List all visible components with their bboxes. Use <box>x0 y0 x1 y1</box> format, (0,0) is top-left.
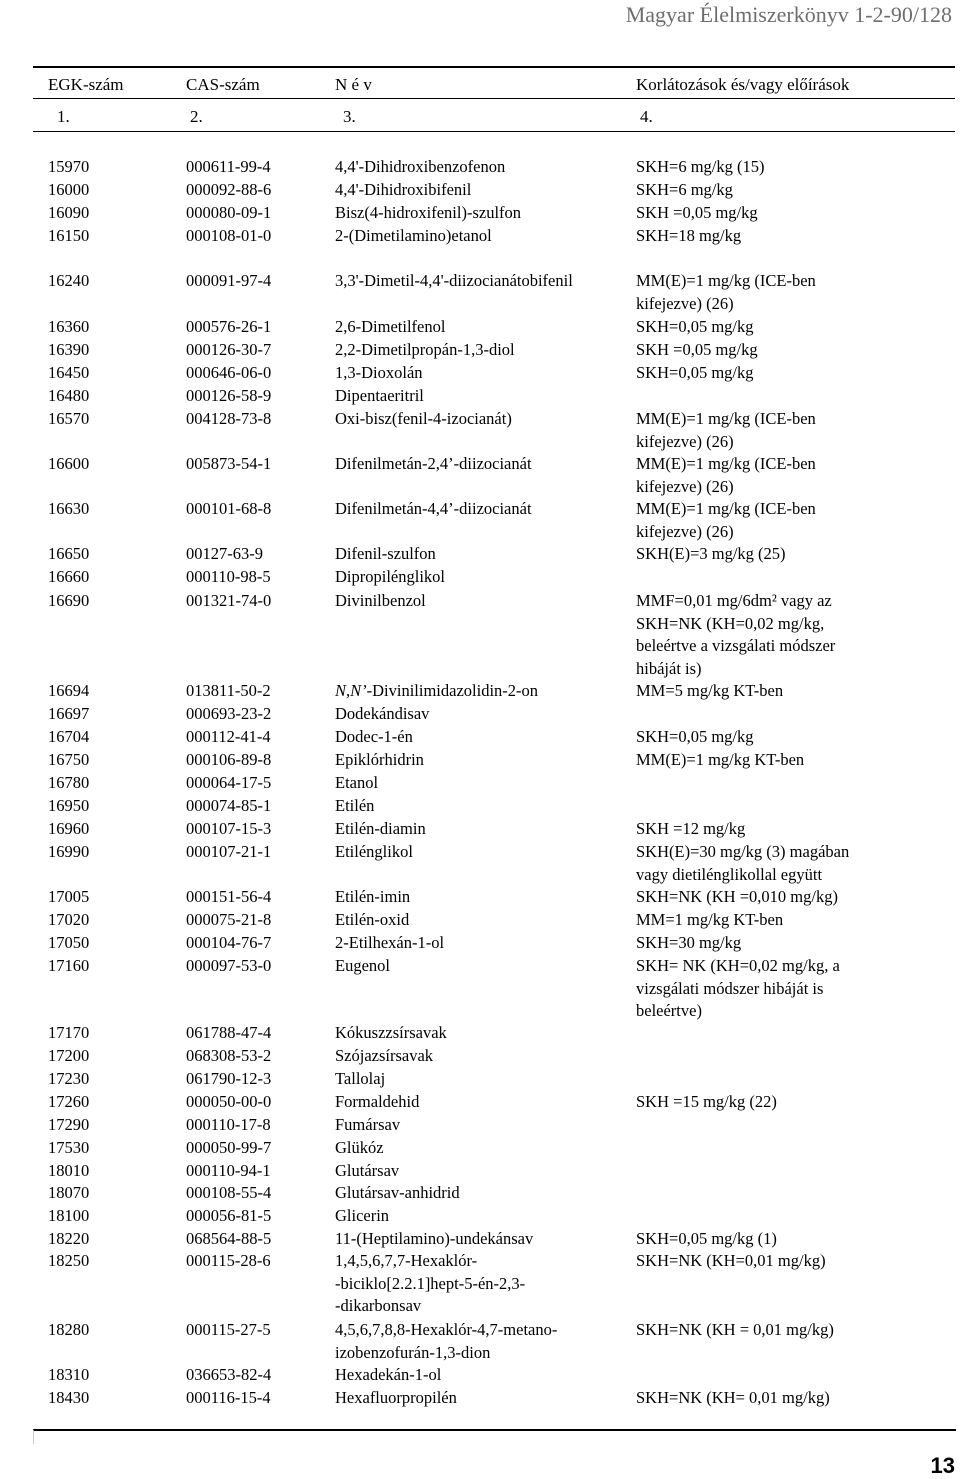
cas-number: 000576-26-1 <box>186 317 272 336</box>
cas-number: 061790-12-3 <box>186 1069 272 1088</box>
col-number-2: 2. <box>190 107 203 126</box>
ec-number: 17160 <box>48 956 90 975</box>
cas-number: 068564-88-5 <box>186 1229 272 1248</box>
ec-number: 16150 <box>48 226 90 245</box>
cas-number: 000080-09-1 <box>186 203 272 222</box>
substance-name <box>335 179 625 202</box>
substance-name-line: Szójazsírsavak <box>335 1046 434 1065</box>
restriction <box>636 1091 886 1114</box>
substance-name <box>335 362 625 385</box>
restriction-line: MM(E)=1 mg/kg (ICE-ben <box>636 409 816 428</box>
restriction <box>636 726 886 749</box>
table-top-rule <box>33 131 955 132</box>
ec-number: 18220 <box>48 1229 90 1248</box>
substance-name <box>335 453 625 476</box>
document-header: Magyar Élelmiszerkönyv 1-2-90/128 <box>625 2 952 27</box>
restriction <box>636 955 886 1023</box>
restriction <box>636 543 886 566</box>
cas-number: 000106-89-8 <box>186 750 272 769</box>
substance-name <box>335 886 625 909</box>
substance-name <box>335 1364 625 1387</box>
cas-number: 013811-50-2 <box>186 681 271 700</box>
restriction <box>636 156 886 179</box>
restriction-line: MMF=0,01 mg/6dm² vagy az <box>636 591 832 610</box>
ec-number: 18010 <box>48 1161 90 1180</box>
substance-name-line: Etilén <box>335 796 375 815</box>
substance-name <box>335 772 625 795</box>
ec-number: 17170 <box>48 1023 90 1042</box>
substance-name-line: Glutársav-anhidrid <box>335 1183 460 1202</box>
restriction <box>636 316 886 339</box>
restriction <box>636 202 886 225</box>
cas-number: 004128-73-8 <box>186 409 272 428</box>
substance-name-line: 1,4,5,6,7,7-Hexaklór- <box>335 1251 478 1270</box>
substance-name <box>335 703 625 726</box>
restriction <box>636 408 886 453</box>
ec-number: 16390 <box>48 340 90 359</box>
cas-number: 000110-94-1 <box>186 1161 271 1180</box>
cas-number: 005873-54-1 <box>186 454 272 473</box>
restriction-line: MM(E)=1 mg/kg (ICE-ben <box>636 271 816 290</box>
restriction <box>636 749 886 772</box>
col-number-1: 1. <box>57 107 70 126</box>
substance-name-line: Oxi-bisz(fenil-4-izocianát) <box>335 409 512 428</box>
substance-name <box>335 1022 625 1045</box>
restriction-line: SKH(E)=3 mg/kg (25) <box>636 544 786 563</box>
cas-number: 000108-01-0 <box>186 226 272 245</box>
substance-name <box>335 1114 625 1137</box>
restriction-line: SKH=NK (KH=0,01 mg/kg) <box>636 1251 826 1270</box>
cas-number: 000126-58-9 <box>186 386 272 405</box>
ec-number: 16240 <box>48 271 90 290</box>
substance-name-line: Fumársav <box>335 1115 401 1134</box>
substance-name <box>335 1045 625 1068</box>
restriction-line: SKH=0,05 mg/kg <box>636 727 754 746</box>
ec-number: 15970 <box>48 157 90 176</box>
restriction-line: SKH=18 mg/kg <box>636 226 742 245</box>
col-number-4: 4. <box>640 107 653 126</box>
restriction <box>636 498 886 543</box>
cas-number: 068308-53-2 <box>186 1046 272 1065</box>
restriction <box>636 339 886 362</box>
substance-name-line: 1,3-Dioxolán <box>335 363 423 382</box>
substance-name-line: Kókuszzsírsavak <box>335 1023 447 1042</box>
substance-name-line: Dodekándisav <box>335 704 430 723</box>
substance-name <box>335 270 625 293</box>
substance-name-line: Etanol <box>335 773 379 792</box>
restriction <box>636 179 886 202</box>
col-number-3: 3. <box>343 107 356 126</box>
ec-number: 18070 <box>48 1183 90 1202</box>
restriction-line: MM(E)=1 mg/kg KT-ben <box>636 750 805 769</box>
substance-name <box>335 1319 625 1364</box>
cas-number: 000611-99-4 <box>186 157 271 176</box>
restriction <box>636 841 886 886</box>
substance-name-line: Divinilbenzol <box>335 591 426 610</box>
substance-name-line: Dodec-1-én <box>335 727 413 746</box>
cas-number: 000056-81-5 <box>186 1206 272 1225</box>
substance-name-line: 2,6-Dimetilfenol <box>335 317 446 336</box>
restriction-line: hibáját is) <box>636 659 702 679</box>
restriction <box>636 453 886 498</box>
restriction-line: SKH=NK (KH = 0,01 mg/kg) <box>636 1320 834 1339</box>
cas-number: 000115-27-5 <box>186 1320 271 1339</box>
substance-name-line: Formaldehid <box>335 1092 420 1111</box>
substance-name-line: Epiklórhidrin <box>335 750 424 769</box>
cas-number: 000091-97-4 <box>186 271 272 290</box>
substance-name <box>335 726 625 749</box>
cas-number: 000646-06-0 <box>186 363 272 382</box>
cas-number: 000126-30-7 <box>186 340 272 359</box>
cas-number: 000074-85-1 <box>186 796 272 815</box>
ec-number: 16570 <box>48 409 90 428</box>
substance-name-line: Glükóz <box>335 1138 384 1157</box>
cas-number: 000101-68-8 <box>186 499 272 518</box>
ec-number: 16990 <box>48 842 90 861</box>
substance-name <box>335 795 625 818</box>
cas-number: 001321-74-0 <box>186 591 272 610</box>
ec-number: 17050 <box>48 933 90 952</box>
col-header-ec: EGK-szám <box>48 75 124 94</box>
cas-number: 000092-88-6 <box>186 180 272 199</box>
restriction <box>636 932 886 955</box>
substance-name <box>335 566 625 589</box>
restriction-line: beleértve) <box>636 1001 702 1021</box>
substance-name <box>335 1160 625 1183</box>
substance-name-line: 4,4'-Dihidroxibifenil <box>335 180 472 199</box>
col-header-cas: CAS-szám <box>186 75 260 94</box>
substance-name-line: Etilénglikol <box>335 842 413 861</box>
substance-name-line: Etilén-diamin <box>335 819 426 838</box>
ec-number: 16630 <box>48 499 90 518</box>
restriction-line: SKH=6 mg/kg (15) <box>636 157 765 176</box>
ec-number: 16660 <box>48 567 90 586</box>
cas-number: 000151-56-4 <box>186 887 272 906</box>
cas-number: 000050-00-0 <box>186 1092 272 1111</box>
header-rule <box>33 66 955 68</box>
substance-name <box>335 955 625 978</box>
substance-name-line: Hexadekán-1-ol <box>335 1365 442 1384</box>
ec-number: 16360 <box>48 317 90 336</box>
ec-number: 16000 <box>48 180 90 199</box>
substance-name <box>335 156 625 179</box>
substance-name <box>335 408 625 431</box>
restriction-line: SKH=30 mg/kg <box>636 933 742 952</box>
substance-name-line: izobenzofurán-1,3-dion <box>335 1342 491 1362</box>
restriction <box>636 362 886 385</box>
ec-number: 16090 <box>48 203 90 222</box>
cas-number: 00127-63-9 <box>186 544 263 563</box>
cas-number: 000107-15-3 <box>186 819 272 838</box>
restriction-line: MM=1 mg/kg KT-ben <box>636 910 784 929</box>
substance-name-line: 3,3'-Dimetil-4,4'-diizocianátobifenil <box>335 271 573 290</box>
substance-name <box>335 1228 625 1251</box>
restriction <box>636 1228 886 1251</box>
restriction-line: SKH=0,05 mg/kg <box>636 363 754 382</box>
cas-number: 061788-47-4 <box>186 1023 272 1042</box>
substance-name-line: 2,2-Dimetilpropán-1,3-diol <box>335 340 515 359</box>
cas-number: 000108-55-4 <box>186 1183 272 1202</box>
substance-name <box>335 225 625 248</box>
restriction <box>636 886 886 909</box>
restriction <box>636 270 886 315</box>
substance-name <box>335 818 625 841</box>
restriction-line: SKH= NK (KH=0,02 mg/kg, a <box>636 956 840 975</box>
substance-name <box>335 1250 625 1318</box>
substance-name <box>335 339 625 362</box>
substance-name <box>335 385 625 408</box>
substance-name-line: Difenilmetán-4,4’-diizocianát <box>335 499 532 518</box>
substance-name <box>335 1137 625 1160</box>
cas-number: 000050-99-7 <box>186 1138 272 1157</box>
cas-number: 036653-82-4 <box>186 1365 272 1384</box>
restriction-line: SKH =15 mg/kg (22) <box>636 1092 777 1111</box>
restriction-line: kifejezve) (26) <box>636 293 734 313</box>
cas-number: 000075-21-8 <box>186 910 272 929</box>
restriction-line: kifejezve) (26) <box>636 521 734 541</box>
header-divider <box>33 98 955 99</box>
page-number: 13 <box>930 1453 955 1478</box>
substance-name <box>335 543 625 566</box>
substance-name <box>335 498 625 521</box>
cas-number: 000693-23-2 <box>186 704 272 723</box>
cas-number: 000104-76-7 <box>186 933 272 952</box>
restriction-line: SKH =0,05 mg/kg <box>636 340 758 359</box>
restriction-line: MM(E)=1 mg/kg (ICE-ben <box>636 454 816 473</box>
ec-number: 17230 <box>48 1069 90 1088</box>
ec-number: 16704 <box>48 727 90 746</box>
cas-number: 000112-41-4 <box>186 727 271 746</box>
substance-name-line: Dipentaeritril <box>335 386 424 405</box>
restriction-line: SKH=NK (KH= 0,01 mg/kg) <box>636 1388 830 1407</box>
ec-number: 18250 <box>48 1251 90 1270</box>
ec-number: 17200 <box>48 1046 90 1065</box>
substance-name-line: Bisz(4-hidroxifenil)-szulfon <box>335 203 522 222</box>
ec-number: 17530 <box>48 1138 90 1157</box>
ec-number: 17260 <box>48 1092 90 1111</box>
substance-name <box>335 1182 625 1205</box>
restriction <box>636 1387 886 1410</box>
restriction-line: SKH =12 mg/kg <box>636 819 746 838</box>
restriction-line: SKH=6 mg/kg <box>636 180 733 199</box>
cas-number: 000115-28-6 <box>186 1251 271 1270</box>
substance-name-line: Hexafluorpropilén <box>335 1388 457 1407</box>
restriction-line: SKH(E)=30 mg/kg (3) magában <box>636 842 850 861</box>
ec-number: 16960 <box>48 819 90 838</box>
substance-name-line: Difenil-szulfon <box>335 544 436 563</box>
ec-number: 16750 <box>48 750 90 769</box>
restriction <box>636 225 886 248</box>
restriction-line: vagy dietilénglikollal együtt <box>636 864 823 884</box>
substance-name <box>335 590 625 613</box>
ec-number: 16697 <box>48 704 90 723</box>
ec-number: 16950 <box>48 796 90 815</box>
ec-number: 17020 <box>48 910 90 929</box>
substance-name-line: Etilén-imin <box>335 887 411 906</box>
col-header-name: N é v <box>335 75 372 94</box>
ec-number: 16480 <box>48 386 90 405</box>
ec-number: 16690 <box>48 591 90 610</box>
restriction-line: MM=5 mg/kg KT-ben <box>636 681 784 700</box>
restriction-line: SKH =0,05 mg/kg <box>636 203 758 222</box>
substance-name-line: Eugenol <box>335 956 390 975</box>
substance-name-line: -dikarbonsav <box>335 1296 422 1316</box>
ec-number: 18100 <box>48 1206 90 1225</box>
substance-name <box>335 1387 625 1410</box>
col-header-restrictions: Korlátozások és/vagy előírások <box>636 75 850 94</box>
substance-name-line: Glutársav <box>335 1161 400 1180</box>
restriction-line: SKH=0,05 mg/kg (1) <box>636 1229 777 1248</box>
substance-name <box>335 749 625 772</box>
cas-number: 000097-53-0 <box>186 956 272 975</box>
cas-number: 000107-21-1 <box>186 842 272 861</box>
substance-name <box>335 841 625 864</box>
ec-number: 18310 <box>48 1365 90 1384</box>
cas-number: 000064-17-5 <box>186 773 272 792</box>
substance-name-line: 4,5,6,7,8,8-Hexaklór-4,7-metano- <box>335 1320 558 1339</box>
substance-name-line: 2-Etilhexán-1-ol <box>335 933 445 952</box>
restriction <box>636 909 886 932</box>
substance-name-line: Difenilmetán-2,4’-diizocianát <box>335 454 532 473</box>
ec-number: 16694 <box>48 681 90 700</box>
substance-name-line: -biciklo[2.2.1]hept-5-én-2,3- <box>335 1273 526 1293</box>
ec-number: 17005 <box>48 887 90 906</box>
restriction <box>636 818 886 841</box>
restriction-line: vizsgálati módszer hibáját is <box>636 978 824 998</box>
ec-number: 18430 <box>48 1388 90 1407</box>
ec-number: 17290 <box>48 1115 90 1134</box>
substance-name <box>335 1091 625 1114</box>
restriction-line: SKH=NK (KH=0,02 mg/kg, <box>636 613 825 633</box>
ec-number: 16650 <box>48 544 90 563</box>
restriction-line: kifejezve) (26) <box>636 431 734 451</box>
substance-name <box>335 202 625 225</box>
substance-name-line: 2-(Dimetilamino)etanol <box>335 226 492 245</box>
cas-number: 000110-17-8 <box>186 1115 271 1134</box>
substance-name-line: Etilén-oxid <box>335 910 410 929</box>
substance-name <box>335 1205 625 1228</box>
substance-name <box>335 1068 625 1091</box>
restriction-line: MM(E)=1 mg/kg (ICE-ben <box>636 499 816 518</box>
restriction <box>636 1319 886 1342</box>
restriction-line: kifejezve) (26) <box>636 476 734 496</box>
restriction-line: SKH=NK (KH =0,010 mg/kg) <box>636 887 838 906</box>
substance-name <box>335 680 625 703</box>
restriction <box>636 680 886 703</box>
cas-number: 000116-15-4 <box>186 1388 271 1407</box>
substance-name-line: N,N’-Divinilimidazolidin-2-on <box>335 681 539 700</box>
restriction-line: beleértve a vizsgálati módszer <box>636 636 836 656</box>
ec-number: 16780 <box>48 773 90 792</box>
substance-name <box>335 316 625 339</box>
substance-name <box>335 909 625 932</box>
ec-number: 16450 <box>48 363 90 382</box>
substance-name-line: 4,4'-Dihidroxibenzofenon <box>335 157 506 176</box>
substance-name <box>335 932 625 955</box>
substance-name-line: Dipropilénglikol <box>335 567 445 586</box>
restriction <box>636 1250 886 1273</box>
footer-rule <box>33 1429 956 1444</box>
restriction <box>636 590 886 681</box>
ec-number: 18280 <box>48 1320 90 1339</box>
cas-number: 000110-98-5 <box>186 567 271 586</box>
substance-name-line: Glicerin <box>335 1206 390 1225</box>
ec-number: 16600 <box>48 454 90 473</box>
restriction-line: SKH=0,05 mg/kg <box>636 317 754 336</box>
substance-name-line: 11-(Heptilamino)-undekánsav <box>335 1229 534 1248</box>
substance-name-line: Tallolaj <box>335 1069 386 1088</box>
